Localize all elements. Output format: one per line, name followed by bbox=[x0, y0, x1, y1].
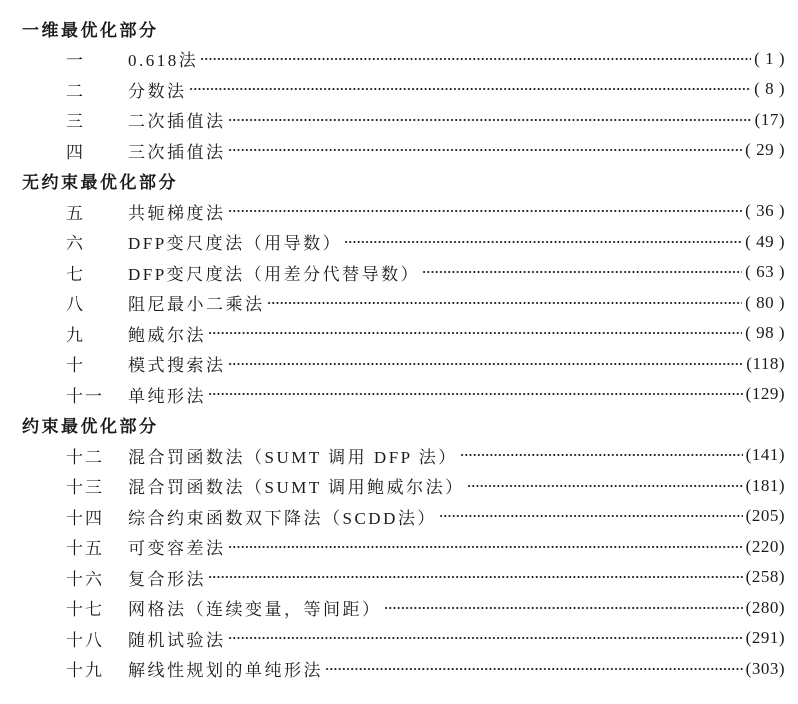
dot-leader bbox=[208, 332, 742, 334]
entry-title: 共轭梯度法 bbox=[128, 203, 226, 223]
dot-leader bbox=[200, 58, 751, 60]
entry-title: 随机试验法 bbox=[128, 630, 226, 650]
entry-number: 十二 bbox=[66, 447, 104, 467]
entry-page: (258) bbox=[745, 567, 785, 587]
entry-title: 综合约束函数双下降法（SCDD法） bbox=[128, 508, 437, 528]
entry-number: 三 bbox=[66, 112, 85, 132]
toc-entry bbox=[0, 532, 798, 563]
toc-entry bbox=[0, 74, 798, 105]
entry-number: 十五 bbox=[66, 539, 104, 559]
dot-leader bbox=[228, 637, 743, 639]
entry-page: (280) bbox=[745, 597, 785, 617]
entry-number: 十 bbox=[66, 356, 85, 376]
entry-number: 十九 bbox=[66, 661, 104, 681]
toc-entry bbox=[0, 471, 798, 502]
entry-number: 八 bbox=[66, 295, 85, 315]
entry-number: 六 bbox=[66, 234, 85, 254]
entry-title: 鲍威尔法 bbox=[128, 325, 206, 345]
toc-entry bbox=[0, 318, 798, 349]
toc-entry bbox=[0, 501, 798, 532]
entry-title: 解线性规划的单纯形法 bbox=[128, 661, 323, 681]
entry-page: ( 98 ) bbox=[745, 323, 785, 343]
entry-page: ( 80 ) bbox=[745, 292, 785, 312]
entry-page: (205) bbox=[745, 506, 785, 526]
dot-leader bbox=[208, 393, 743, 395]
entry-title: 二次插值法 bbox=[128, 112, 226, 132]
entry-page: ( 29 ) bbox=[745, 140, 785, 160]
entry-page: (17) bbox=[754, 109, 785, 129]
entry-number: 十三 bbox=[66, 478, 104, 498]
entry-page: ( 1 ) bbox=[754, 48, 785, 68]
toc-entry bbox=[0, 593, 798, 624]
dot-leader bbox=[208, 576, 743, 578]
toc-entry bbox=[0, 105, 798, 136]
entry-title: 阻尼最小二乘法 bbox=[128, 295, 265, 315]
entry-title: 可变容差法 bbox=[128, 539, 226, 559]
entry-number: 十七 bbox=[66, 600, 104, 620]
section-heading: 一维最优化部分 bbox=[22, 20, 159, 40]
entry-page: (220) bbox=[745, 536, 785, 556]
dot-leader bbox=[439, 515, 743, 517]
toc-entry bbox=[0, 135, 798, 166]
entry-title: 0.618法 bbox=[128, 51, 199, 71]
entry-title: 混合罚函数法（SUMT 调用鲍威尔法） bbox=[128, 478, 465, 498]
entry-number: 四 bbox=[66, 142, 85, 162]
toc-entry bbox=[0, 44, 798, 75]
toc-entry bbox=[0, 654, 798, 685]
entry-page: (129) bbox=[745, 384, 785, 404]
entry-number: 十一 bbox=[66, 386, 104, 406]
entry-number: 九 bbox=[66, 325, 85, 345]
entry-title: 模式搜索法 bbox=[128, 356, 226, 376]
section-heading: 无约束最优化部分 bbox=[22, 173, 178, 193]
entry-number: 十八 bbox=[66, 630, 104, 650]
dot-leader bbox=[228, 363, 744, 365]
entry-page: (118) bbox=[746, 353, 785, 373]
section-heading: 约束最优化部分 bbox=[22, 417, 159, 437]
toc-entry bbox=[0, 196, 798, 227]
entry-title: 分数法 bbox=[128, 81, 187, 101]
entry-title: DFP变尺度法（用差分代替导数） bbox=[128, 264, 421, 284]
entry-number: 七 bbox=[66, 264, 85, 284]
entry-title: 复合形法 bbox=[128, 569, 206, 589]
entry-page: (181) bbox=[745, 475, 785, 495]
entry-page: ( 49 ) bbox=[745, 231, 785, 251]
entry-page: (303) bbox=[745, 658, 785, 678]
toc-entry bbox=[0, 257, 798, 288]
entry-number: 十四 bbox=[66, 508, 104, 528]
dot-leader bbox=[189, 88, 752, 90]
entry-number: 二 bbox=[66, 81, 85, 101]
dot-leader bbox=[325, 668, 743, 670]
dot-leader bbox=[228, 149, 743, 151]
toc-entry bbox=[0, 440, 798, 471]
toc-entry bbox=[0, 227, 798, 258]
entry-page: (291) bbox=[745, 628, 785, 648]
toc-entry bbox=[0, 379, 798, 410]
toc-entry bbox=[0, 349, 798, 380]
entry-title: DFP变尺度法（用导数） bbox=[128, 234, 343, 254]
entry-page: ( 8 ) bbox=[754, 79, 785, 99]
toc-entry bbox=[0, 288, 798, 319]
entry-number: 十六 bbox=[66, 569, 104, 589]
entry-title: 混合罚函数法（SUMT 调用 DFP 法） bbox=[128, 447, 458, 467]
dot-leader bbox=[228, 119, 752, 121]
dot-leader bbox=[267, 302, 743, 304]
entry-page: (141) bbox=[745, 445, 785, 465]
dot-leader bbox=[422, 271, 742, 273]
entry-title: 网格法（连续变量，等间距） bbox=[128, 600, 382, 620]
dot-leader bbox=[467, 485, 743, 487]
entry-title: 单纯形法 bbox=[128, 386, 206, 406]
entry-page: ( 63 ) bbox=[745, 262, 785, 282]
dot-leader bbox=[344, 241, 742, 243]
dot-leader bbox=[460, 454, 743, 456]
entry-page: ( 36 ) bbox=[745, 201, 785, 221]
entry-title: 三次插值法 bbox=[128, 142, 226, 162]
dot-leader bbox=[384, 607, 743, 609]
dot-leader bbox=[228, 210, 743, 212]
entry-number: 一 bbox=[66, 51, 85, 71]
entry-number: 五 bbox=[66, 203, 85, 223]
dot-leader bbox=[228, 546, 743, 548]
toc-entry bbox=[0, 623, 798, 654]
toc-entry bbox=[0, 562, 798, 593]
